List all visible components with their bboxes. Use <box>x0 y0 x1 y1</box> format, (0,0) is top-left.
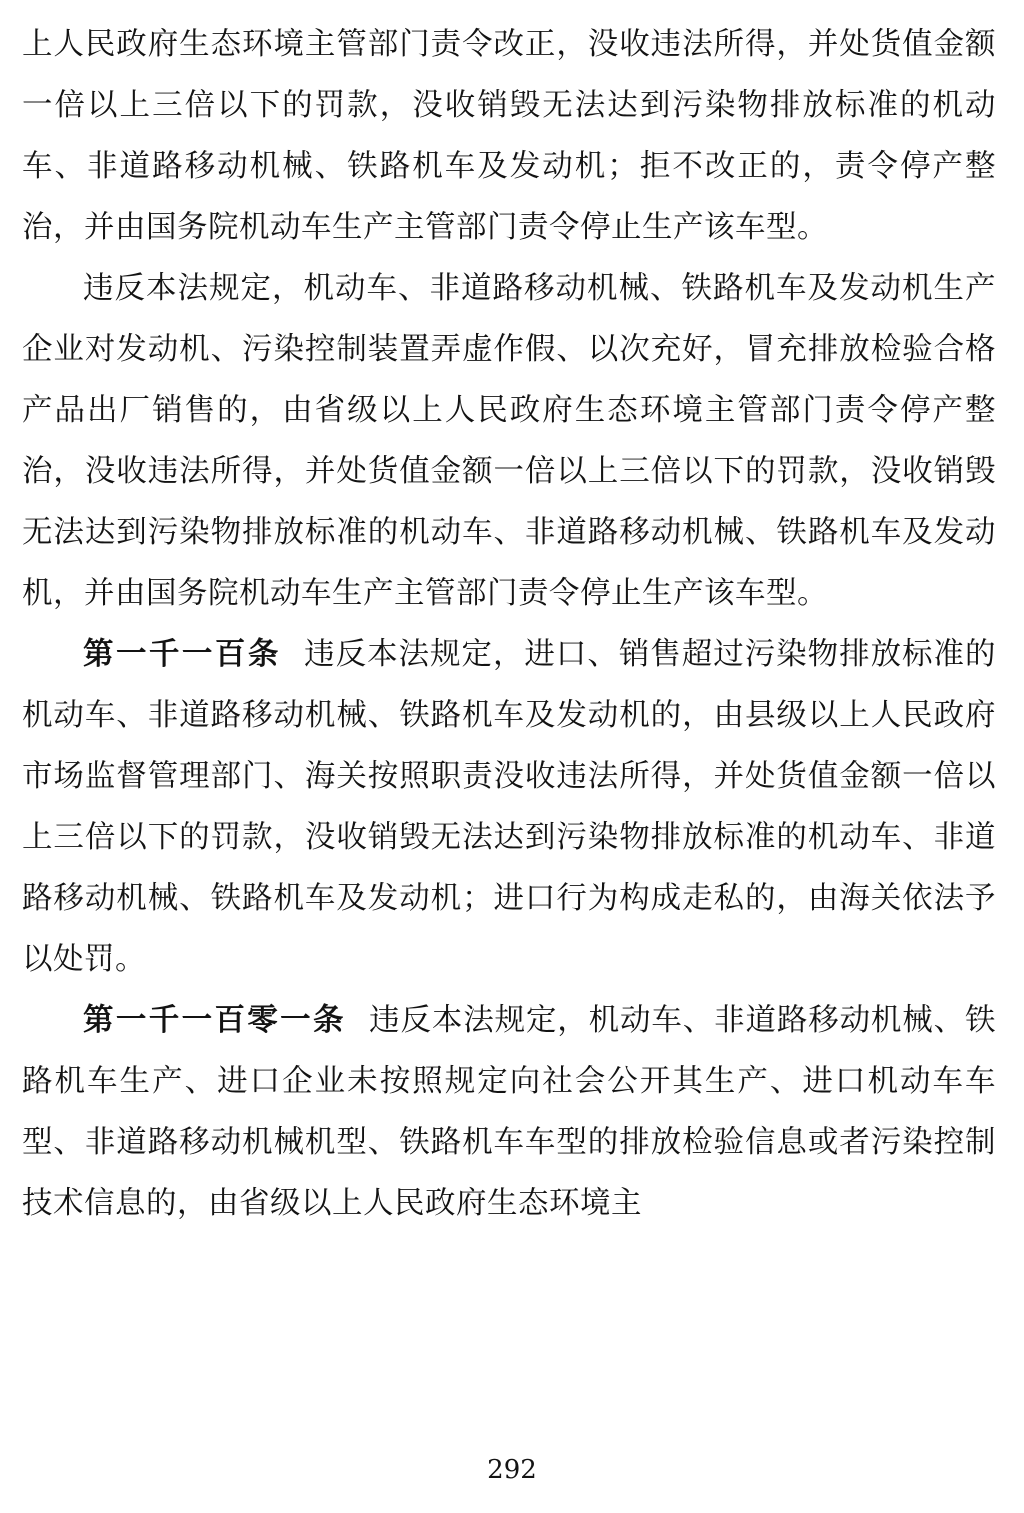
article-label: 第一千一百条 <box>83 636 281 672</box>
article-label: 第一千一百零一条 <box>83 1002 346 1038</box>
page-number: 292 <box>487 1455 537 1485</box>
paragraph-4 <box>22 990 996 1234</box>
paragraph-1 <box>22 14 996 258</box>
paragraph-text: 违反本法规定，机动车、非道路移动机械、铁路机车及发动机生产企业对发动机、污染控制装置弄虚作假、以次充好，冒充排放检验合格产品出厂销售的，由省级以上人民政府生态环境主管部门责令停产整治，没收违法所得，并处货值金额一倍以上三倍以下的罚款，没收销毁无法达到污染物排放标准的机动车、非道路移动机械、铁路机车及发动机，并由国务院机动车生产主管部门责令停止生产该车型。 <box>22 271 996 611</box>
paragraph-2 <box>22 258 996 624</box>
paragraph-text: 违反本法规定，进口、销售超过污染物排放标准的机动车、非道路移动机械、铁路机车及发动机的，由县级以上人民政府市场监督管理部门、海关按照职责没收违法所得，并处货值金额一倍以上三倍以下的罚款，没收销毁无法达到污染物排放标准的机动车、非道路移动机械、铁路机车及发动机；进口行为构成走私的，由海关依法予以处罚。 <box>22 637 996 977</box>
page-body <box>22 14 996 1234</box>
paragraph-3 <box>22 624 996 990</box>
paragraph-text: 上人民政府生态环境主管部门责令改正，没收违法所得，并处货值金额一倍以上三倍以下的罚款，没收销毁无法达到污染物排放标准的机动车、非道路移动机械、铁路机车及发动机；拒不改正的，责令停产整治，并由国务院机动车生产主管部门责令停止生产该车型。 <box>22 27 996 245</box>
paragraph-text: 违反本法规定，机动车、非道路移动机械、铁路机车生产、进口企业未按照规定向社会公开其生产、进口机动车车型、非道路移动机械机型、铁路机车车型的排放检验信息或者污染控制技术信息的，由省级以上人民政府生态环境主 <box>22 1003 997 1221</box>
